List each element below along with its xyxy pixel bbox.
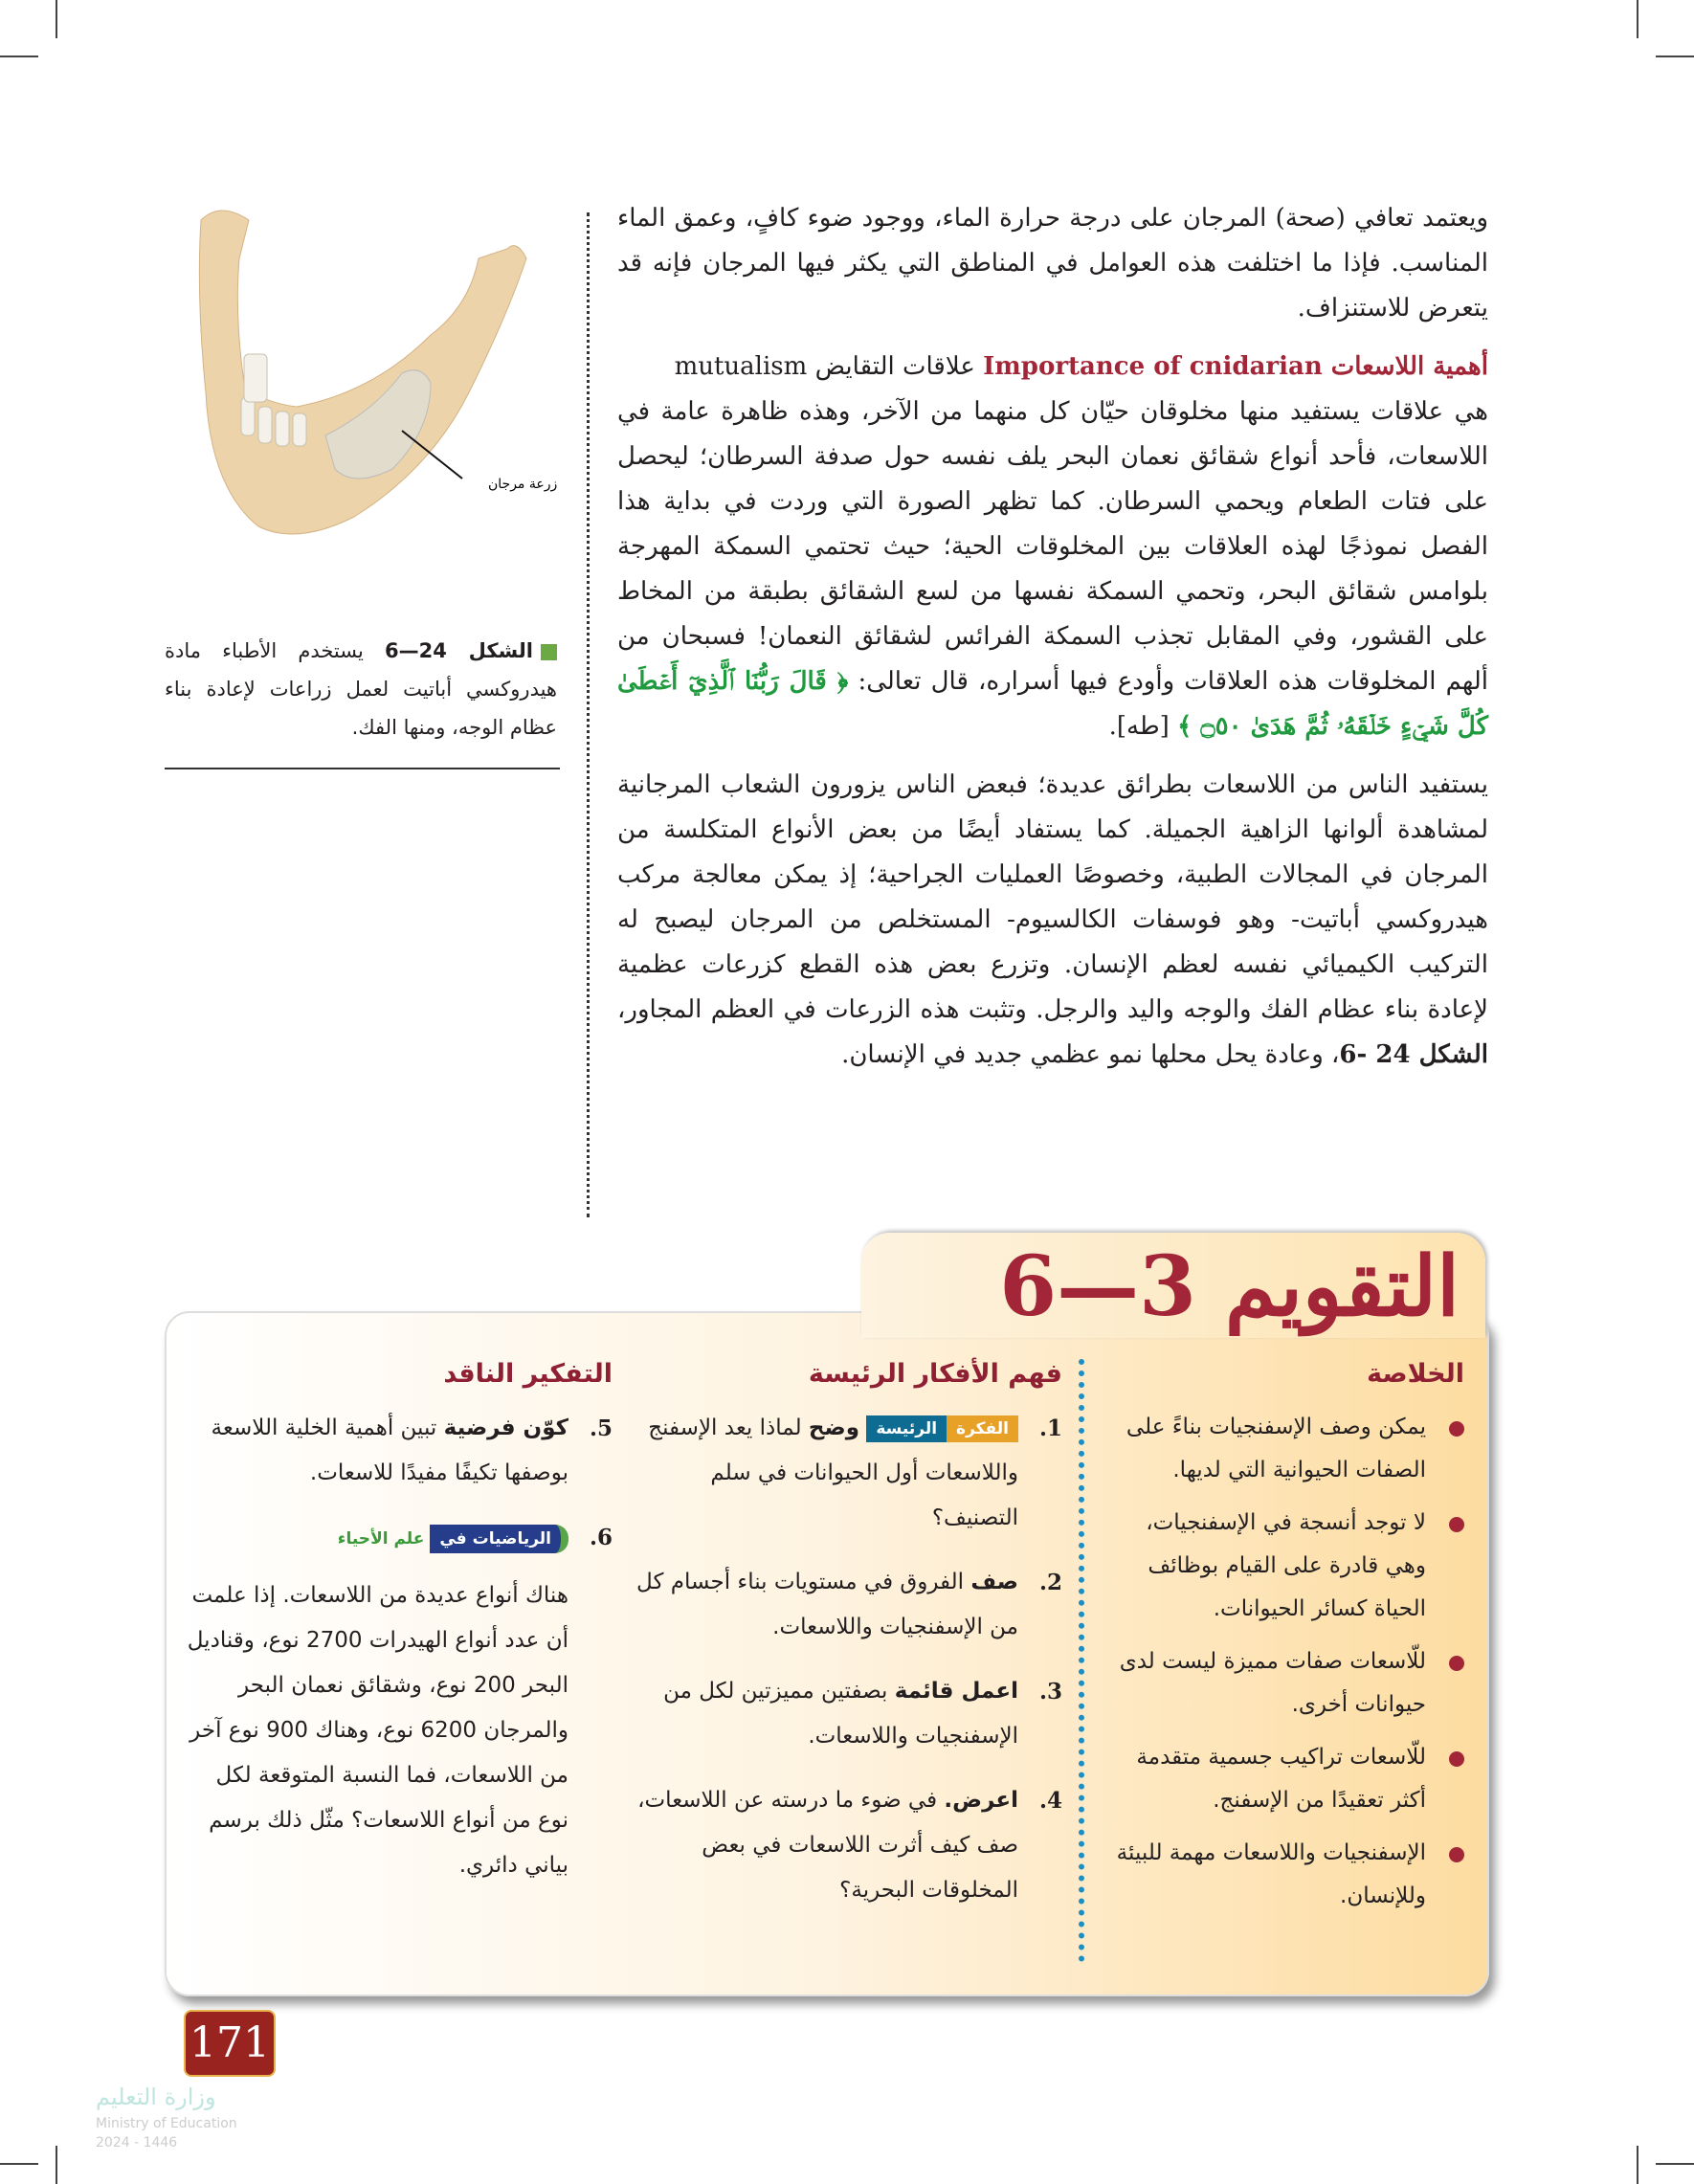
review-title: التقويم 3—6 [999,1238,1460,1335]
ministry-logo-arabic: وزارة التعليم [96,2084,216,2110]
question-1 [632,1406,1062,1541]
column-divider [587,212,590,1217]
summary-item: الإسفنجيات واللاسعات مهمة للبيئة وللإنسان. [1101,1832,1464,1918]
main-ideas-column [632,1351,1062,1932]
quran-verse: ﴿ قَالَ رَبُّنَا ٱلَّذِيٓ أَعۡطَىٰ كُلَّ شَيۡءٍ خَلۡقَهُۥ ثُمَّ هَدَىٰ ۝٥٠ ﴾ [617,667,1488,741]
main-ideas-heading: فهم الأفكار الرئيسة [808,1359,1062,1389]
question-3 [632,1669,1062,1759]
question-text: هناك أنواع عديدة من اللاسعات. إذا علمت أن عدد أنواع الهيدرات 2700 نوع، وقناديل البحر 200 نوع، وشقائق نعمان البحر والمرجان 6200 نوع، وهناك 900 نوع آخر من اللاسعات، فما النسبة المتوقعة لكل نوع من أنواع اللاسعات؟ مثّل ذلك برسم بياني دائري. [187,1583,568,1878]
summary-item: للّاسعات صفات مميزة ليست لدى حيوانات أخرى. [1101,1640,1464,1727]
caption-rule [165,768,560,769]
main-text-column [617,196,1488,1091]
paragraph-uses [617,763,1488,1078]
biology-badge-label: علم الأحياء [337,1528,425,1549]
uses-text: يستفيد الناس من اللاسعات بطرائق عديدة؛ فبعض الناس يزورون الشعاب المرجانية لمشاهدة ألوانها الزاهية الجميلة. كما يستفاد أيضًا من بعض الأنواع المتكلسة من المرجان في المجالات الطبية، وخصوصًا العمليات الجراحية؛ إذ يمكن معالجة مركب هيدروكسي أباتيت- وهو فوسفات الكالسيوم- المستخلص من المرجان ليصبح له التركيب الكيميائي نفسه لعظم الإنسان. وتزرع بعض هذه القطع كزرعات عظمية لإعادة بناء عظام الفك والوجه واليد والرجل. وتثبت هذه الزرعات في العظم المجاور، [617,770,1488,1024]
implant-label: زرعة مرجان [488,477,558,492]
question-text: بصفتين مميزتين لكل من الإسفنجيات واللاسعات. [663,1679,1018,1749]
crop-mark [1637,0,1638,38]
figure-reference[interactable]: الشكل 24 -6 [1339,1040,1488,1069]
page-number: 171 [184,2010,276,2077]
question-number: 1. [1038,1415,1062,1441]
main-idea-badge [866,1415,1018,1442]
summary-item: للّاسعات تراكيب جسمية متقدمة أكثر تعقيدًا من الإسفنج. [1101,1736,1464,1822]
question-verb: كوّن فرضية [443,1415,568,1440]
question-2 [632,1560,1062,1650]
jaw-implant-illustration [182,201,560,565]
question-5 [187,1406,613,1496]
summary-item: لا توجد أنسجة في الإسفنجيات، وهي قادرة على القيام بوظائف الحياة كسائر الحيوانات. [1101,1502,1464,1631]
question-number: 4. [1038,1788,1062,1814]
badge-part-2: الرئيسة [866,1415,947,1442]
question-4 [632,1778,1062,1913]
question-6 [187,1515,613,1888]
question-number: 5. [589,1415,613,1441]
question-verb: اعرض. [944,1788,1018,1813]
paragraph-coral-health: ويعتمد تعافي (صحة) المرجان على درجة حرارة الماء، ووجود ضوء كافٍ، وعمق الماء المناسب. فإذا ما اختلفت هذه العوامل في المناطق التي يكثر فيها المرجان فإنه قد يتعرض للاستنزاف. [617,204,1488,323]
question-text: في ضوء ما درسته عن اللاسعات، صف كيف أثرت اللاسعات في بعض المخلوقات البحرية؟ [637,1788,1018,1903]
review-divider [1079,1359,1084,1962]
critical-thinking-column [187,1351,613,1907]
section-heading-tail: علاقات التقايض mutualism [674,352,975,381]
crop-mark [1656,2163,1694,2165]
question-verb: صف [970,1570,1018,1594]
question-number: 3. [1038,1679,1062,1705]
math-badge-label: الرياضيات في [430,1525,568,1553]
mutualism-text: هي علاقات يستفيد منها مخلوقان حيّان كل منهما من الآخر، وهذه ظاهرة عامة في اللاسعات، فأحد أنواع شقائق نعمان البحر يلف نفسه حول صدفة السرطان؛ ليحصل على فتات الطعام ويحمي السرطان. كما تظهر الصورة التي وردت في بداية هذا الفصل نموذجًا لهذه العلاقات بين المخلوقات الحية؛ حيث تحتمي السمكة المهرجة بلوامس شقائق البحر، وتحمي السمكة نفسها من لسع الشقائق بطبقة من المخاط على القشور، وفي المقابل تجذب السمكة الفرائس لشقائق النعمان! فسبحان من ألهم المخلوقات هذه العلاقات وأودع فيها أسراره، قال تعالى: [617,397,1489,696]
question-verb: اعمل قائمة [894,1679,1018,1704]
crop-mark [0,2163,38,2165]
question-text: لماذا يعد الإسفنج واللاسعات أول الحيوانات في سلم التصنيف؟ [648,1415,1018,1530]
summary-item: يمكن وصف الإسفنجيات بناءً على الصفات الحيوانية التي لديها. [1101,1406,1464,1492]
question-text: تبين أهمية الخلية اللاسعة بوصفها تكيفًا مفيدًا للاسعات. [211,1415,568,1485]
quran-reference: [طه]. [1108,712,1170,741]
crop-mark [56,0,57,38]
crop-mark [1637,2146,1638,2184]
caption-figure-number: الشكل 24—6 [384,639,533,662]
summary-column [1101,1351,1464,1928]
section-heading: أهمية اللاسعات Importance of cnidarian [983,352,1488,381]
caption-marker-icon [541,644,557,660]
figure-caption [165,632,557,747]
question-text: الفروق في مستويات بناء أجسام كل من الإسفنجيات واللاسعات. [636,1570,1018,1639]
critical-thinking-heading: التفكير الناقد [443,1359,613,1389]
question-verb: وضح [808,1415,860,1440]
ministry-logo-english: Ministry of Education [96,2116,237,2131]
badge-part-1: الفكرة [947,1415,1018,1442]
ministry-logo-year: 2024 - 1446 [96,2135,178,2151]
math-in-biology-badge [338,1525,568,1553]
crop-mark [1656,56,1694,57]
crop-mark [56,2146,57,2184]
summary-heading: الخلاصة [1367,1359,1464,1389]
uses-text-tail: ، وعادة يحل محلها نمو عظمي جديد في الإنسان. [841,1040,1340,1069]
paragraph-mutualism [617,345,1488,749]
question-number: 6. [589,1525,613,1550]
question-number: 2. [1038,1570,1062,1595]
crop-mark [0,56,38,57]
caption-text: يستخدم الأطباء مادة هيدروكسي أباتيت لعمل زراعات لإعادة بناء عظام الوجه، ومنها الفك. [165,639,557,739]
